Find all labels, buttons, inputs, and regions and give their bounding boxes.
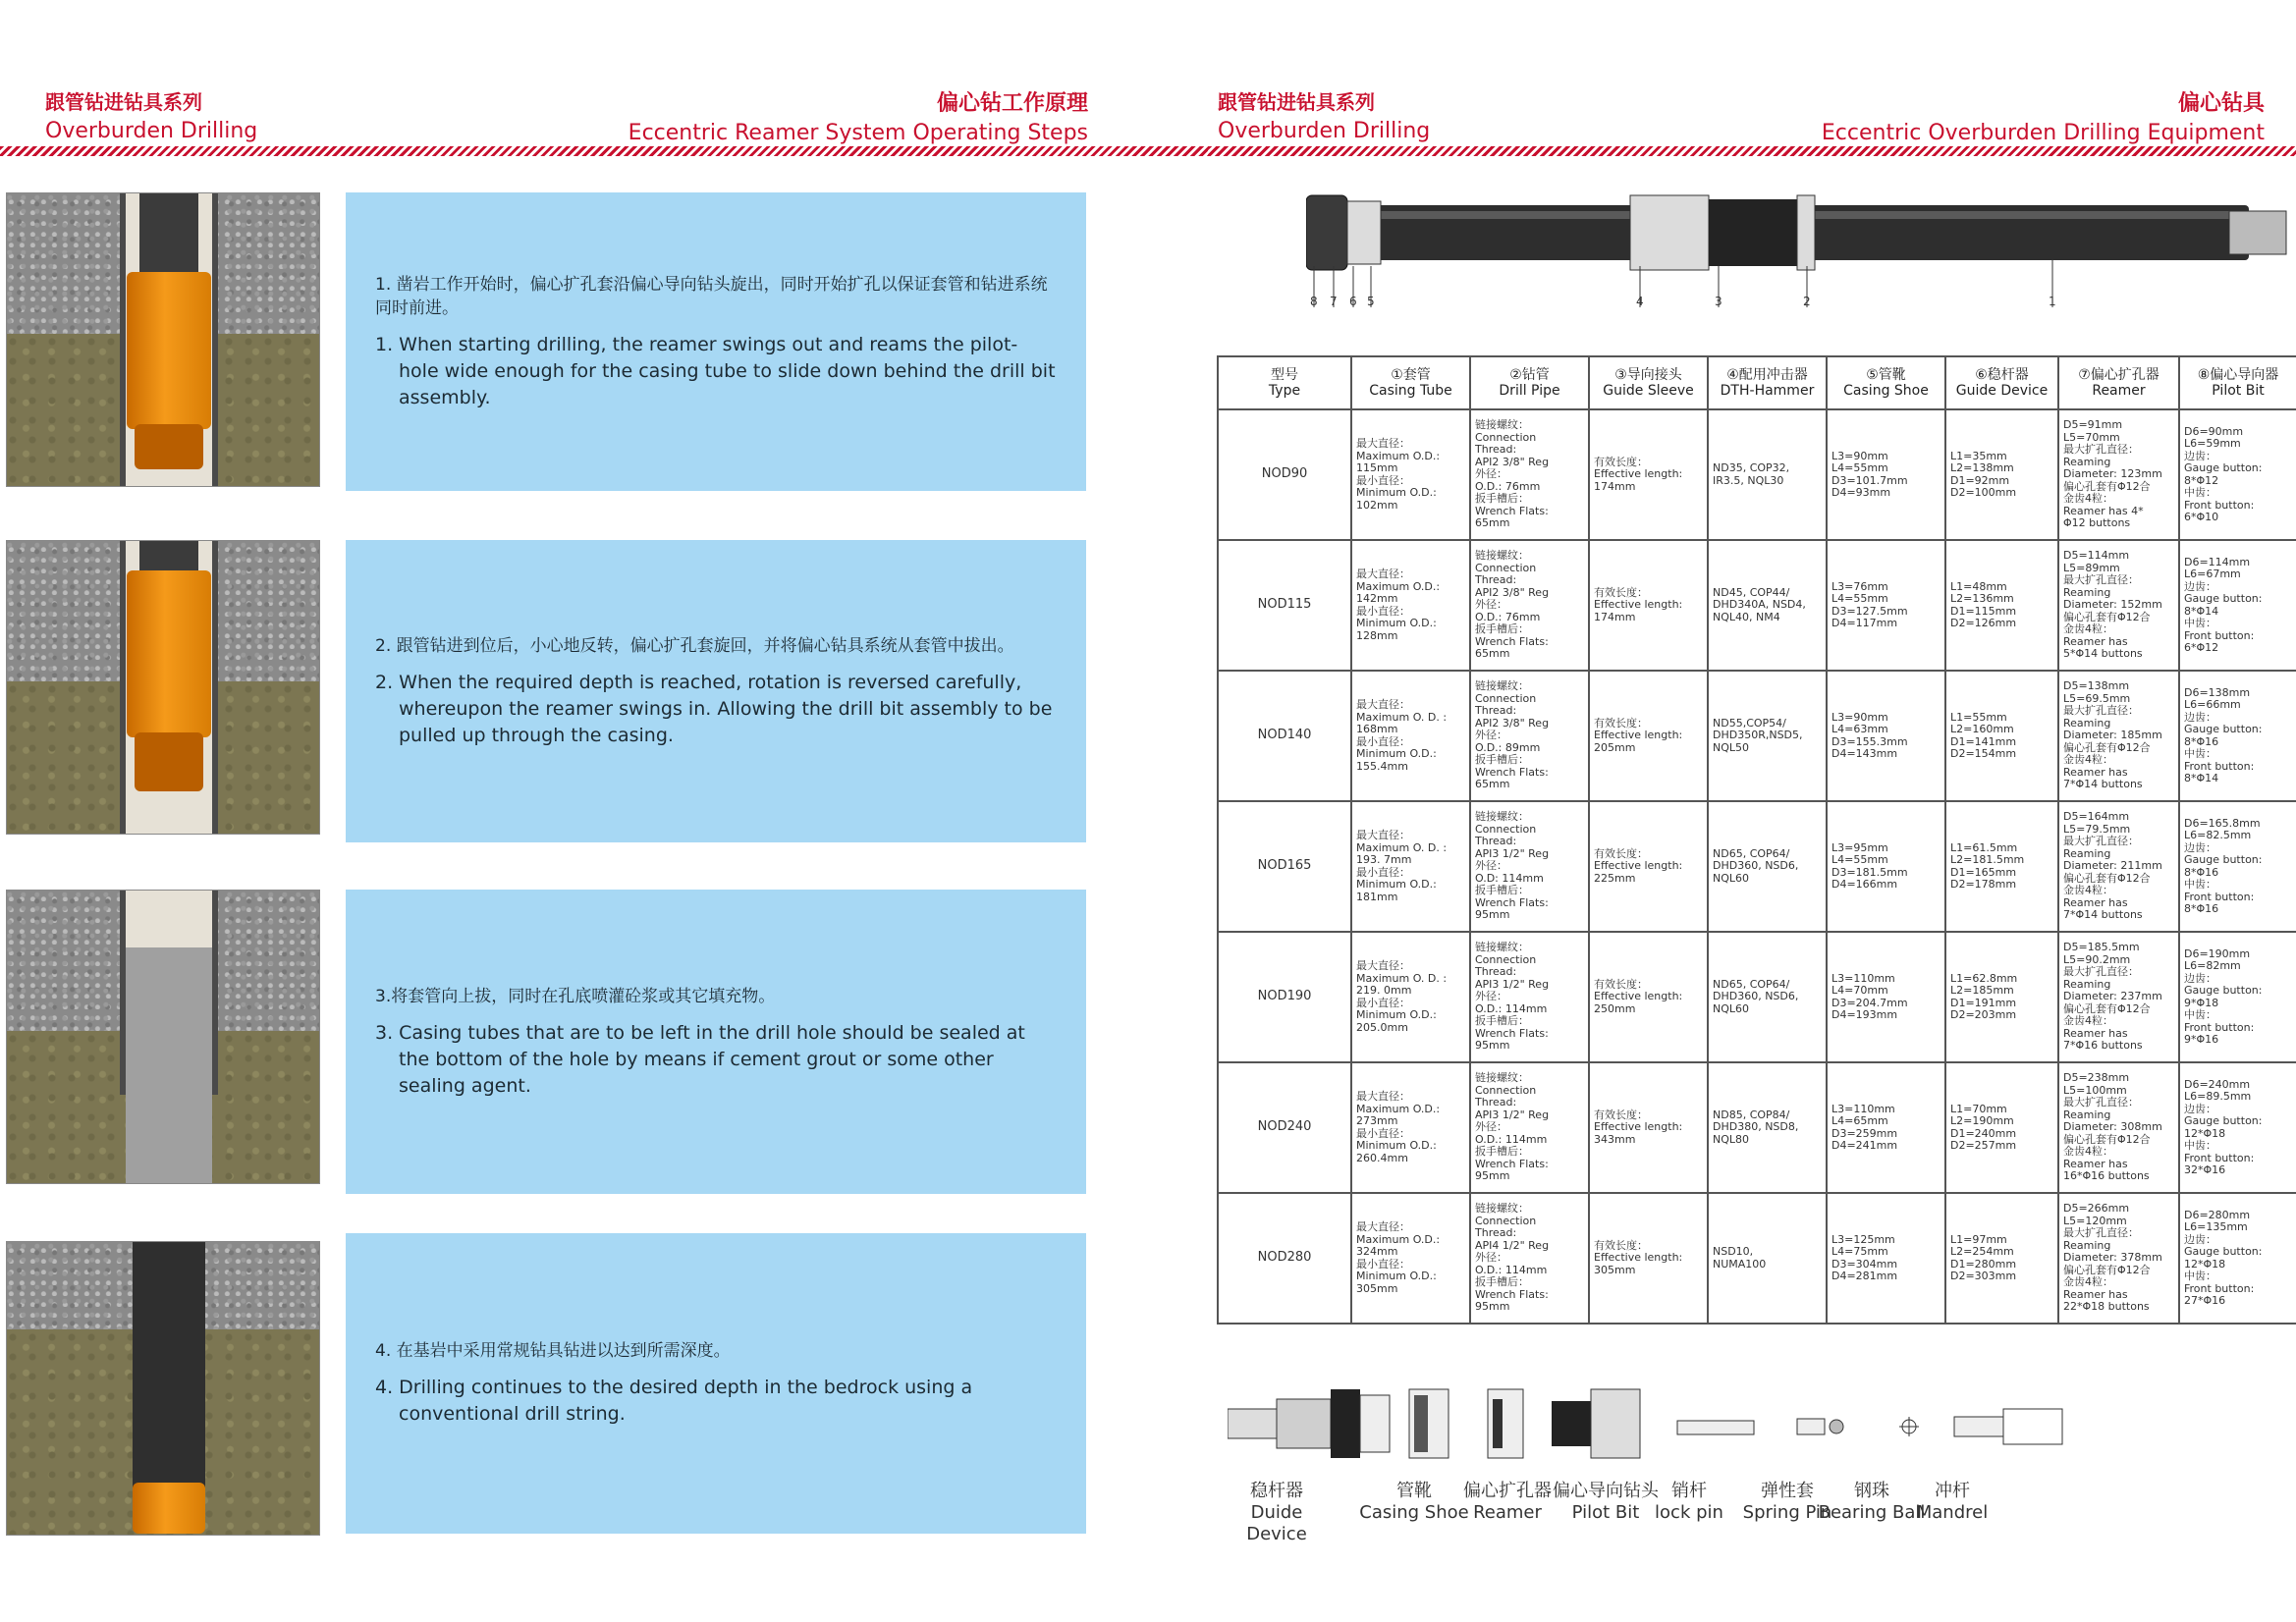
column-header-cn: ②钻管 [1509,367,1550,383]
cell-bit: D6=190mm L6=82mm 边齿： Gauge button: 9*Φ18 中齿： Front button: 9*Φ16 [2179,932,2296,1062]
cell-type: NOD90 [1218,409,1351,540]
part-label-cn: 冲杆 [1935,1481,1970,1501]
column-header-en: Reamer [2092,383,2146,399]
column-header-en: Pilot Bit [2212,383,2265,399]
cell-bit: D6=114mm L6=67mm 边齿： Gauge button: 8*Φ14 中齿： Front button: 6*Φ12 [2179,540,2296,671]
step-2-cn: 2. 跟管钻进到位后，小心地反转，偏心扩孔套旋回，并将偏心钻具系统从套管中拔出。 [375,635,1014,656]
part-label-cn: 销杆 [1671,1481,1707,1501]
column-header-cn: ④配用冲击器 [1726,367,1808,383]
column-header-en: Drill Pipe [1499,383,1560,399]
right-title-en: Eccentric Overburden Drilling Equipment [1821,121,2265,145]
callout-6: 6 [1349,295,1357,308]
callout-5: 5 [1367,295,1375,308]
left-header-stripe [0,146,1210,156]
table-row [1218,1062,2296,1193]
column-header [1945,356,2058,409]
cell-reamer: D5=266mm L5=120mm 最大扩孔直径： Reaming Diameter: 378mm 偏心孔套有Φ12合 金齿4粒： Reamer has 22*Φ18 buttons [2058,1193,2179,1324]
cell-bit: D6=138mm L6=66mm 边齿： Gauge button: 8*Φ16 中齿： Front button: 8*Φ14 [2179,671,2296,801]
callout-7: 7 [1330,295,1338,308]
cell-reamer: D5=185.5mm L5=90.2mm 最大扩孔直径： Reaming Diameter: 237mm 偏心孔套有Φ12合 金齿4粒： Reamer has 7*Φ16 buttons [2058,932,2179,1062]
part-label-cn: 偏心导向钻头 [1553,1481,1659,1501]
part-label-en: Casing Shoe [1359,1502,1469,1523]
cell-shoe: L3=76mm L4=55mm D3=127.5mm D4=117mm [1827,540,1945,671]
cell-sleeve: 有效长度： Effective length: 205mm [1589,671,1708,801]
column-header [1351,356,1470,409]
column-header-en: Casing Tube [1369,383,1452,399]
cell-type: NOD140 [1218,671,1351,801]
cell-reamer: D5=114mm L5=89mm 最大扩孔直径： Reaming Diameter: 152mm 偏心孔套有Φ12合 金齿4粒： Reamer has 5*Φ14 buttons [2058,540,2179,671]
cell-sleeve: 有效长度： Effective length: 225mm [1589,801,1708,932]
column-header [1589,356,1708,409]
column-header [1470,356,1589,409]
cell-guide: L1=48mm L2=136mm D1=115mm D2=126mm [1945,540,2058,671]
column-header [2179,356,2296,409]
table-row [1218,801,2296,932]
cell-casing: 最大直径： Maximum O.D.: 273mm 最小直径： Minimum O.D.: 260.4mm [1351,1062,1470,1193]
column-header-cn: ①套管 [1391,367,1431,383]
cell-bit: D6=90mm L6=59mm 边齿： Gauge button: 8*Φ12 中齿： Front button: 6*Φ10 [2179,409,2296,540]
part-label-en: Spring Pin [1742,1502,1832,1523]
cell-bit: D6=240mm L6=89.5mm 边齿： Gauge button: 12*Φ18 中齿： Front button: 32*Φ16 [2179,1062,2296,1193]
callout-3: 3 [1715,295,1722,308]
column-header-en: Guide Device [1955,383,2049,399]
right-series-en: Overburden Drilling [1218,119,1431,143]
cell-casing: 最大直径： Maximum O.D.: 142mm 最小直径： Minimum O.D.: 128mm [1351,540,1470,671]
column-header [1708,356,1827,409]
part-label-en: Bearing Ball [1818,1502,1926,1523]
cell-type: NOD280 [1218,1193,1351,1324]
cell-casing: 最大直径： Maximum O. D. : 193. 7mm 最小直径： Minimum O.D.: 181mm [1351,801,1470,932]
column-header-en: Type [1268,383,1301,399]
cell-type: NOD115 [1218,540,1351,671]
column-header-cn: ③导向接头 [1614,367,1682,383]
cell-guide: L1=61.5mm L2=181.5mm D1=165mm D2=178mm [1945,801,2058,932]
cell-bit: D6=280mm L6=135mm 边齿： Gauge button: 12*Φ18 中齿： Front button: 27*Φ16 [2179,1193,2296,1324]
column-header [1827,356,1945,409]
part-label-cn: 偏心扩孔器 [1463,1481,1552,1501]
cell-pipe: 链接螺纹： Connection Thread: API3 1/2" Reg 外径： O.D: 114mm 扳手槽后： Wrench Flats: 95mm [1470,801,1589,932]
drill-assembly-drawing [1306,182,2288,309]
cell-shoe: L3=90mm L4=55mm D3=101.7mm D4=93mm [1827,409,1945,540]
cell-reamer: D5=138mm L5=69.5mm 最大扩孔直径： Reaming Diameter: 185mm 偏心孔套有Φ12合 金齿4粒： Reamer has 7*Φ14 buttons [2058,671,2179,801]
cell-type: NOD240 [1218,1062,1351,1193]
table-row [1218,671,2296,801]
column-header-cn: ⑦偏心扩孔器 [2078,367,2159,383]
step-1-en: 1. When starting drilling, the reamer swings out and reams the pilot-hole wide enough for the casing tube to slide down behind the drill bit assembly. [375,333,1056,408]
callout-2: 2 [1803,295,1811,308]
table-row [1218,1193,2296,1324]
left-title-cn: 偏心钻工作原理 [936,91,1088,116]
column-header-cn: ⑤管靴 [1866,367,1906,383]
cell-hammer: ND45, COP44/ DHD340A, NSD4, NQL40, NM4 [1708,540,1827,671]
table-row [1218,540,2296,671]
bearing-ball-drawing [1899,1417,1919,1436]
cell-sleeve: 有效长度： Effective length: 343mm [1589,1062,1708,1193]
cell-pipe: 链接螺纹： Connection Thread: API4 1/2" Reg 外径： O.D.: 114mm 扳手槽后： Wrench Flats: 95mm [1470,1193,1589,1324]
part-label [1218,1481,1336,1545]
column-header-cn: ⑥稳杆器 [1975,367,2029,383]
mandrel-drawing [1954,1409,2062,1444]
cell-shoe: L3=90mm L4=63mm D3=155.3mm D4=143mm [1827,671,1945,801]
cell-type: NOD190 [1218,932,1351,1062]
reamer-drawing [1488,1389,1523,1458]
part-label-cn: 稳杆器 [1250,1481,1303,1501]
table-row [1218,932,2296,1062]
left-title-en: Eccentric Reamer System Operating Steps [628,121,1088,145]
cell-hammer: ND85, COP84/ DHD380, NSD8, NQL80 [1708,1062,1827,1193]
cell-reamer: D5=238mm L5=100mm 最大扩孔直径： Reaming Diameter: 308mm 偏心孔套有Φ12合 金齿4粒： Reamer has 16*Φ16 buttons [2058,1062,2179,1193]
cell-pipe: 链接螺纹： Connection Thread: API2 3/8" Reg 外径： O.D.: 76mm 扳手槽后： Wrench Flats: 65mm [1470,409,1589,540]
cell-hammer: ND65, COP64/ DHD360, NSD6, NQL60 [1708,801,1827,932]
cell-casing: 最大直径： Maximum O.D.: 115mm 最小直径： Minimum O.D.: 102mm [1351,409,1470,540]
column-header [2058,356,2179,409]
callout-4: 4 [1636,295,1644,308]
part-label-cn: 管靴 [1396,1481,1432,1501]
column-header-cn: 型号 [1271,367,1298,383]
cell-reamer: D5=164mm L5=79.5mm 最大扩孔直径： Reaming Diameter: 211mm 偏心孔套有Φ12合 金齿4粒： Reamer has 7*Φ14 buttons [2058,801,2179,932]
cell-casing: 最大直径： Maximum O. D. : 219. 0mm 最小直径： Minimum O.D.: 205.0mm [1351,932,1470,1062]
cell-pipe: 链接螺纹： Connection Thread: API2 3/8" Reg 外径： O.D.: 76mm 扳手槽后： Wrench Flats: 65mm [1470,540,1589,671]
part-label [1893,1481,2011,1524]
column-header-cn: ⑧偏心导向器 [2197,367,2279,383]
right-page [1208,0,2296,1622]
column-header-en: DTH-Hammer [1720,383,1815,399]
cell-casing: 最大直径： Maximum O. D. : 168mm 最小直径： Minimum O.D.: 155.4mm [1351,671,1470,801]
cell-shoe: L3=110mm L4=65mm D3=259mm D4=241mm [1827,1062,1945,1193]
step-4-en: 4. Drilling continues to the desired depth in the bedrock using a conventional drill string. [375,1377,973,1425]
step-3-description [346,890,1086,1194]
cell-sleeve: 有效长度： Effective length: 305mm [1589,1193,1708,1324]
step-4-cn: 4. 在基岩中采用常规钻具钻进以达到所需深度。 [375,1341,731,1361]
part-label-en: Mandrel [1916,1502,1989,1523]
left-series-en: Overburden Drilling [45,119,258,143]
cell-hammer: ND65, COP64/ DHD360, NSD6, NQL60 [1708,932,1827,1062]
part-label-cn: 弹性套 [1761,1481,1814,1501]
step-3-en: 3. Casing tubes that are to be left in the drill hole should be sealed at the bottom of the hole by means if cement grout or some other sealing agent. [375,1021,1025,1097]
step-3-cn: 3.将套管向上拔，同时在孔底喷灌砼浆或其它填充物。 [375,986,776,1006]
right-header-stripe [1208,146,2296,156]
callout-1: 1 [2049,295,2056,308]
part-label-cn: 钢珠 [1854,1481,1889,1501]
right-title-cn: 偏心钻具 [2177,91,2265,116]
step-4-illustration [6,1241,320,1536]
cell-pipe: 链接螺纹： Connection Thread: API3 1/2" Reg 外径： O.D.: 114mm 扳手槽后： Wrench Flats: 95mm [1470,1062,1589,1193]
step-2-en: 2. When the required depth is reached, rotation is reversed carefully, whereupon the reamer swings in. Allowing the drill bit assembly to be pulled up through the casing. [375,671,1053,746]
cell-sleeve: 有效长度： Effective length: 174mm [1589,409,1708,540]
cell-sleeve: 有效长度： Effective length: 250mm [1589,932,1708,1062]
part-label-en: Reamer [1473,1502,1542,1523]
spec-table [1217,355,2296,1325]
pilot-bit-drawing [1552,1389,1640,1458]
left-series-cn: 跟管钻进钻具系列 [45,90,202,114]
column-header [1218,356,1351,409]
step-2-illustration [6,540,320,835]
cell-guide: L1=70mm L2=190mm D1=240mm D2=257mm [1945,1062,2058,1193]
casing-shoe-drawing [1409,1389,1449,1458]
spec-table-header-row [1218,356,2296,409]
table-row [1218,409,2296,540]
cell-sleeve: 有效长度： Effective length: 174mm [1589,540,1708,671]
cell-shoe: L3=125mm L4=75mm D3=304mm D4=281mm [1827,1193,1945,1324]
step-2-description [346,540,1086,842]
step-3-illustration [6,890,320,1184]
cell-hammer: ND55,COP54/ DHD350R,NSD5, NQL50 [1708,671,1827,801]
spec-table-body [1218,409,2296,1324]
cell-bit: D6=165.8mm L6=82.5mm 边齿： Gauge button: 8*Φ16 中齿： Front button: 8*Φ16 [2179,801,2296,932]
cell-guide: L1=97mm L2=254mm D1=280mm D2=303mm [1945,1193,2058,1324]
cell-type: NOD165 [1218,801,1351,932]
lock-pin-drawing [1677,1421,1754,1434]
callout-8: 8 [1310,295,1318,308]
column-header-en: Casing Shoe [1843,383,1929,399]
spring-pin-drawing [1797,1419,1843,1434]
part-label-en: Duide Device [1246,1502,1307,1544]
right-series-cn: 跟管钻进钻具系列 [1218,90,1375,114]
cell-hammer: NSD10, NUMA100 [1708,1193,1827,1324]
assembly-callouts [1306,295,2288,324]
part-label-en: lock pin [1655,1502,1723,1523]
step-4-description [346,1233,1086,1534]
part-label-en: Pilot Bit [1571,1502,1640,1523]
cell-guide: L1=55mm L2=160mm D1=141mm D2=154mm [1945,671,2058,801]
cell-pipe: 链接螺纹： Connection Thread: API2 3/8" Reg 外径： O.D.: 89mm 扳手槽后： Wrench Flats: 65mm [1470,671,1589,801]
step-1-description [346,192,1086,491]
cell-guide: L1=62.8mm L2=185mm D1=191mm D2=203mm [1945,932,2058,1062]
parts-drawings [1228,1360,2296,1478]
cell-shoe: L3=95mm L4=55mm D3=181.5mm D4=166mm [1827,801,1945,932]
cell-casing: 最大直径： Maximum O.D.: 324mm 最小直径： Minimum O.D.: 305mm [1351,1193,1470,1324]
step-1-cn: 1. 凿岩工作开始时，偏心扩孔套沿偏心导向钻头旋出，同时开始扩孔以保证套管和钻进系统同时前进。 [375,274,1048,318]
cell-guide: L1=35mm L2=138mm D1=92mm D2=100mm [1945,409,2058,540]
column-header-en: Guide Sleeve [1603,383,1694,399]
cell-pipe: 链接螺纹： Connection Thread: API3 1/2" Reg 外径： O.D.: 114mm 扳手槽后： Wrench Flats: 95mm [1470,932,1589,1062]
cell-shoe: L3=110mm L4=70mm D3=204.7mm D4=193mm [1827,932,1945,1062]
cell-reamer: D5=91mm L5=70mm 最大扩孔直径： Reaming Diameter: 123mm 偏心孔套有Φ12合 金齿4粒： Reamer has 4* Φ12 buttons [2058,409,2179,540]
step-1-illustration [6,192,320,487]
guide-device-drawing [1228,1389,1390,1458]
cell-hammer: ND35, COP32, IR3.5, NQL30 [1708,409,1827,540]
